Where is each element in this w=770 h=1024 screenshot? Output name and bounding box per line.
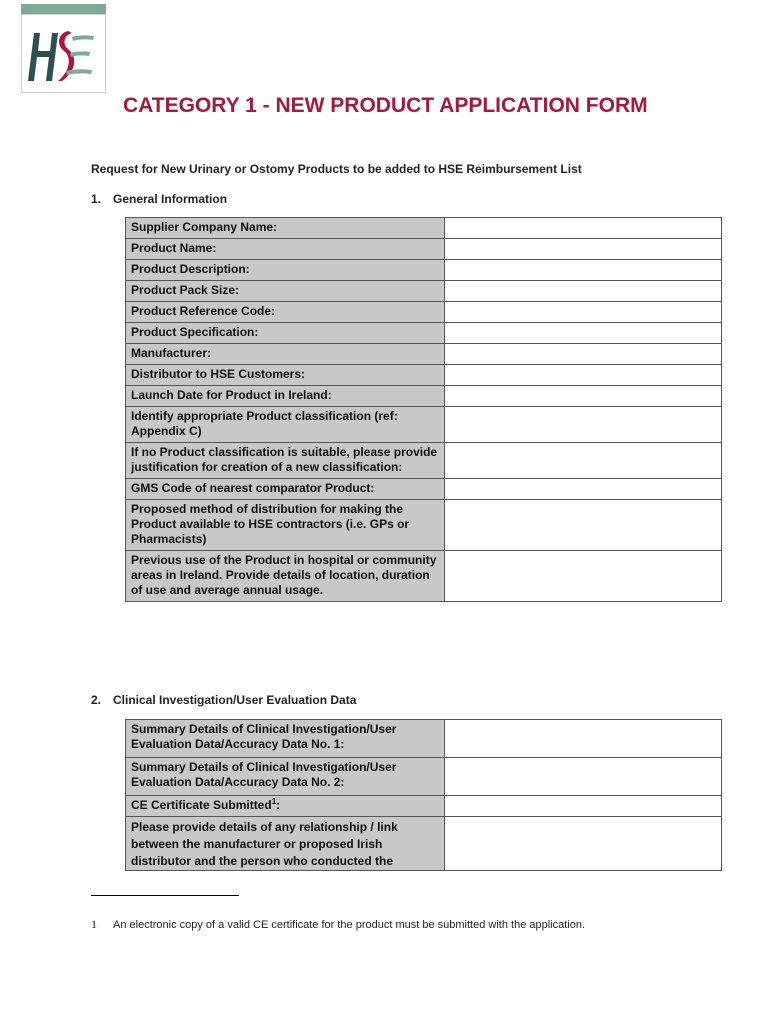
classification-justification-field[interactable] [445, 443, 722, 479]
section-2-heading [91, 693, 356, 707]
field-label: Summary Details of Clinical Investigation/User Evaluation Data/Accuracy Data No. 1: [126, 720, 445, 758]
table-row [126, 386, 722, 407]
clinical-data-1-field[interactable] [445, 720, 722, 758]
ce-certificate-field[interactable] [445, 796, 722, 817]
field-label: Previous use of the Product in hospital or community areas in Ireland. Provide details of location, duration of use and average annual usage. [126, 551, 445, 602]
supplier-company-name-field[interactable] [445, 218, 722, 239]
product-classification-field[interactable] [445, 407, 722, 443]
table-row [126, 720, 722, 758]
field-label: Product Name: [126, 239, 445, 260]
clinical-data-table [125, 719, 722, 871]
form-subtitle: Request for New Urinary or Ostomy Products to be added to HSE Reimbursement List [91, 162, 582, 176]
page-title: CATEGORY 1 - NEW PRODUCT APPLICATION FORM [123, 94, 648, 117]
logo-box [21, 14, 106, 93]
relationship-details-field[interactable] [445, 817, 722, 871]
field-label: Product Pack Size: [126, 281, 445, 302]
product-reference-code-field[interactable] [445, 302, 722, 323]
field-label: Product Specification: [126, 323, 445, 344]
table-row [126, 817, 722, 871]
field-label: Manufacturer: [126, 344, 445, 365]
field-label: Identify appropriate Product classification (ref: Appendix C) [126, 407, 445, 443]
table-row [126, 323, 722, 344]
section-2-title: Clinical Investigation/User Evaluation Data [113, 693, 357, 707]
table-row [126, 302, 722, 323]
footnote-text: An electronic copy of a valid CE certificate for the product must be submitted with the application. [113, 919, 586, 931]
distribution-method-field[interactable] [445, 500, 722, 551]
launch-date-field[interactable] [445, 386, 722, 407]
field-label: Please provide details of any relationship / link between the manufacturer or proposed Irish distributor and the person who conducted the [126, 817, 445, 871]
field-label: Supplier Company Name: [126, 218, 445, 239]
table-row [126, 479, 722, 500]
clinical-data-2-field[interactable] [445, 758, 722, 796]
table-row [126, 218, 722, 239]
gms-code-field[interactable] [445, 479, 722, 500]
field-label: Proposed method of distribution for making the Product available to HSE contractors (i.e. GPs or Pharmacists) [126, 500, 445, 551]
ce-certificate-label [126, 796, 445, 817]
general-information-table [125, 217, 722, 602]
field-label: Product Description: [126, 260, 445, 281]
hse-logo [21, 4, 106, 92]
table-row [126, 796, 722, 817]
section-1-number: 1. [91, 192, 102, 206]
product-pack-size-field[interactable] [445, 281, 722, 302]
logo-bar [21, 4, 106, 14]
previous-use-field[interactable] [445, 551, 722, 602]
manufacturer-field[interactable] [445, 344, 722, 365]
table-row [126, 281, 722, 302]
ce-certificate-text: CE Certificate Submitted [131, 798, 272, 812]
product-name-field[interactable] [445, 239, 722, 260]
table-row [126, 758, 722, 796]
hse-logo-mark [28, 25, 98, 85]
field-label: Launch Date for Product in Ireland: [126, 386, 445, 407]
footnote-separator [91, 895, 239, 896]
field-label: GMS Code of nearest comparator Product: [126, 479, 445, 500]
table-row [126, 239, 722, 260]
section-2-number: 2. [91, 693, 102, 707]
distributor-field[interactable] [445, 365, 722, 386]
product-description-field[interactable] [445, 260, 722, 281]
table-row [126, 407, 722, 443]
table-row [126, 443, 722, 479]
table-row [126, 260, 722, 281]
field-label: Product Reference Code: [126, 302, 445, 323]
product-specification-field[interactable] [445, 323, 722, 344]
field-label: Summary Details of Clinical Investigation/User Evaluation Data/Accuracy Data No. 2: [126, 758, 445, 796]
section-1-heading [91, 192, 227, 206]
section-1-title: General Information [113, 192, 228, 206]
table-row [126, 344, 722, 365]
table-row [126, 500, 722, 551]
ce-certificate-colon: : [276, 798, 281, 812]
field-label: If no Product classification is suitable, please provide justification for creation of a new classification: [126, 443, 445, 479]
footnote [91, 917, 585, 932]
table-row [126, 365, 722, 386]
footnote-number: 1 [91, 917, 97, 931]
field-label: Distributor to HSE Customers: [126, 365, 445, 386]
footnote-ref[interactable]: 1 [271, 797, 277, 806]
table-row [126, 551, 722, 602]
